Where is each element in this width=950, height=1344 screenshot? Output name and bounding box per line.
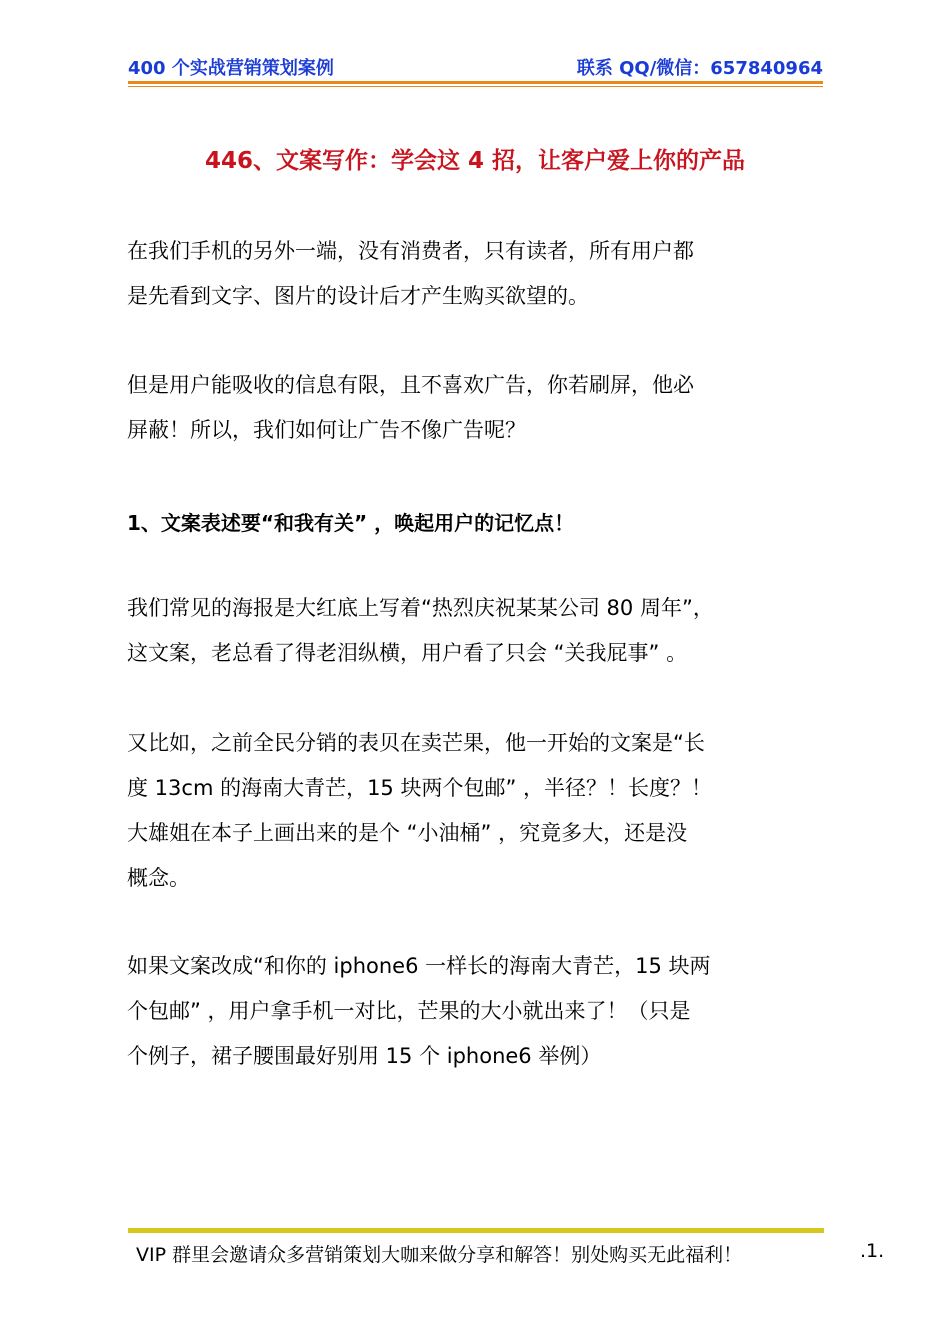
paragraph-line: 在我们手机的另外一端，没有消费者，只有读者，所有用户都 xyxy=(127,239,694,263)
paragraph-line: 个例子，裙子腰围最好别用 15 个 iphone6 举例） xyxy=(127,1044,602,1068)
paragraph-line: 我们常见的海报是大红底上写着“热烈庆祝某某公司 80 周年”， xyxy=(127,596,714,620)
paragraph-line: 概念。 xyxy=(127,866,190,890)
paragraph-line: 个包邮” ，用户拿手机一对比，芒果的大小就出来了！（只是 xyxy=(127,999,691,1023)
paragraph-limits xyxy=(127,363,827,453)
paragraph-line: 度 13cm 的海南大青芒，15 块两个包邮” ，半径？！长度？！ xyxy=(127,776,713,800)
paragraph-line: 屏蔽！所以，我们如何让广告不像广告呢？ xyxy=(127,418,526,442)
page-header xyxy=(128,52,823,80)
page-number: .1. xyxy=(860,1240,885,1262)
footer-promo: VIP 群里会邀请众多营销策划大咖来做分享和解答！别处购买无此福利！ xyxy=(136,1244,743,1266)
header-divider xyxy=(128,81,823,84)
paragraph-line: 是先看到文字、图片的设计后才产生购买欲望的。 xyxy=(127,284,589,308)
paragraph-line: 又比如，之前全民分销的表贝在卖芒果，他一开始的文案是“长 xyxy=(127,731,705,755)
section-heading: 1、文案表述要“和我有关” ，唤起用户的记忆点！ xyxy=(127,511,575,535)
paragraph-intro xyxy=(127,229,827,319)
paragraph-line: 这文案，老总看了得老泪纵横，用户看了只会 “关我屁事” 。 xyxy=(127,641,688,665)
paragraph-iphone-example xyxy=(127,944,827,1079)
header-contact: 联系 QQ/微信：657840964 xyxy=(576,58,823,79)
paragraph-poster-example xyxy=(127,586,827,676)
footer-divider xyxy=(128,1228,824,1233)
header-series-title: 400 个实战营销策划案例 xyxy=(128,58,334,79)
header-divider-thin xyxy=(128,86,823,87)
article-title: 446、文案写作：学会这 4 招，让客户爱上你的产品 xyxy=(204,148,746,174)
paragraph-line: 大雄姐在本子上画出来的是个 “小油桶” ，究竟多大，还是没 xyxy=(127,821,688,845)
paragraph-mango-example xyxy=(127,721,827,901)
paragraph-line: 但是用户能吸收的信息有限，且不喜欢广告，你若刷屏，他必 xyxy=(127,373,694,397)
paragraph-line: 如果文案改成“和你的 iphone6 一样长的海南大青芒，15 块两 xyxy=(127,954,711,978)
